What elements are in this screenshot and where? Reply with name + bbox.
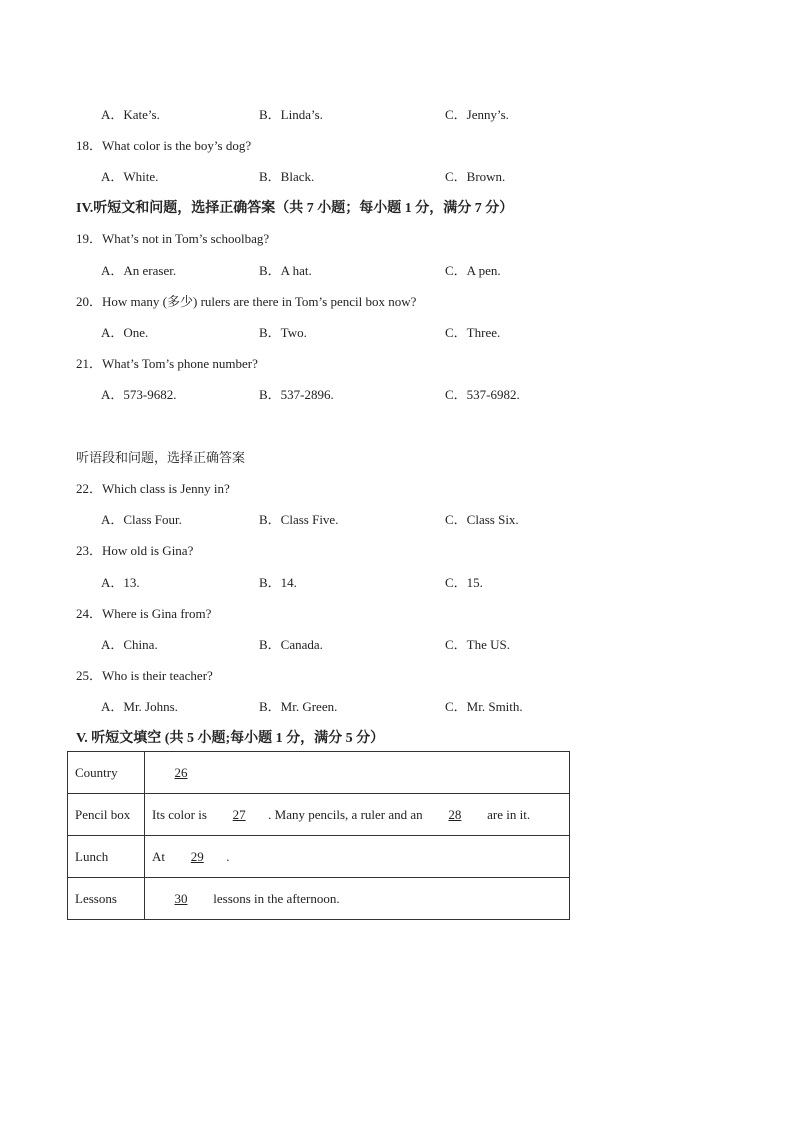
- q20-option-a: A．One.: [101, 325, 149, 340]
- q23-option-a: A．13.: [101, 575, 140, 590]
- q22-question: 22．Which class is Jenny in?: [76, 481, 230, 496]
- q23-option-c: C．15.: [445, 575, 483, 590]
- section-5-heading: V. 听短文填空 (共 5 小题;每小题 1 分，满分 5 分）: [76, 731, 385, 746]
- answer-blank: 28: [448, 806, 462, 822]
- q24-option-b: B．Canada.: [259, 637, 323, 652]
- answer-blank: 30: [174, 890, 188, 906]
- row-label: Lessons: [68, 878, 145, 920]
- q19-option-a: A．An eraser.: [101, 263, 177, 278]
- q25-question: 25．Who is their teacher?: [76, 668, 213, 683]
- q25-option-b: B．Mr. Green.: [259, 699, 338, 714]
- row-text: .: [226, 848, 230, 864]
- q20-option-c: C．Three.: [445, 325, 501, 340]
- q22-option-b: B．Class Five.: [259, 512, 339, 527]
- table-row: [68, 752, 570, 794]
- q19-option-c: C．A pen.: [445, 263, 501, 278]
- q24-option-a: A．China.: [101, 637, 158, 652]
- answer-blank: 26: [174, 764, 188, 780]
- row-label: Country: [68, 752, 145, 794]
- table-row: [68, 836, 570, 878]
- row-content: [145, 836, 570, 878]
- q19-question: 19．What’s not in Tom’s schoolbag?: [76, 231, 270, 246]
- q17-option-b: B．Linda’s.: [259, 107, 323, 122]
- table-row: [68, 794, 570, 836]
- row-content: [145, 752, 570, 794]
- answer-blank: 27: [232, 806, 246, 822]
- listening-instruction: 听语段和问题，选择正确答案: [76, 450, 246, 465]
- row-text: . Many pencils, a ruler and an: [268, 806, 426, 822]
- q17-option-c: C．Jenny’s.: [445, 107, 509, 122]
- q23-question: 23．How old is Gina?: [76, 543, 194, 558]
- q21-option-c: C．537-6982.: [445, 387, 520, 402]
- q20-question: 20．How many (多少) rulers are there in Tom’s pencil box now?: [76, 294, 417, 309]
- q24-question: 24．Where is Gina from?: [76, 606, 212, 621]
- q20-option-b: B．Two.: [259, 325, 307, 340]
- section-4-heading: IV.听短文和问题，选择正确答案（共 7 小题；每小题 1 分，满分 7 分）: [76, 201, 514, 216]
- row-content: [145, 878, 570, 920]
- row-content: [145, 794, 570, 836]
- q21-option-a: A．573-9682.: [101, 387, 177, 402]
- q18-option-c: C．Brown.: [445, 169, 506, 184]
- row-text: lessons in the afternoon.: [210, 890, 340, 906]
- q17-option-a: A．Kate’s.: [101, 107, 160, 122]
- q24-option-c: C．The US.: [445, 637, 511, 652]
- row-text: At: [152, 848, 169, 864]
- q18-option-b: B．Black.: [259, 169, 315, 184]
- row-text: Its color is: [152, 806, 211, 822]
- row-label: Pencil box: [68, 794, 145, 836]
- q23-option-b: B．14.: [259, 575, 297, 590]
- row-label: Lunch: [68, 836, 145, 878]
- q21-option-b: B．537-2896.: [259, 387, 334, 402]
- q22-option-c: C．Class Six.: [445, 512, 519, 527]
- table-row: [68, 878, 570, 920]
- q25-option-c: C．Mr. Smith.: [445, 699, 523, 714]
- answer-blank: 29: [190, 848, 204, 864]
- q18-option-a: A．White.: [101, 169, 159, 184]
- row-text: are in it.: [483, 806, 531, 822]
- q22-option-a: A．Class Four.: [101, 512, 182, 527]
- q25-option-a: A．Mr. Johns.: [101, 699, 178, 714]
- q21-question: 21．What’s Tom’s phone number?: [76, 356, 258, 371]
- q19-option-b: B．A hat.: [259, 263, 312, 278]
- q18-question: 18．What color is the boy’s dog?: [76, 138, 252, 153]
- fill-in-table: [67, 751, 570, 920]
